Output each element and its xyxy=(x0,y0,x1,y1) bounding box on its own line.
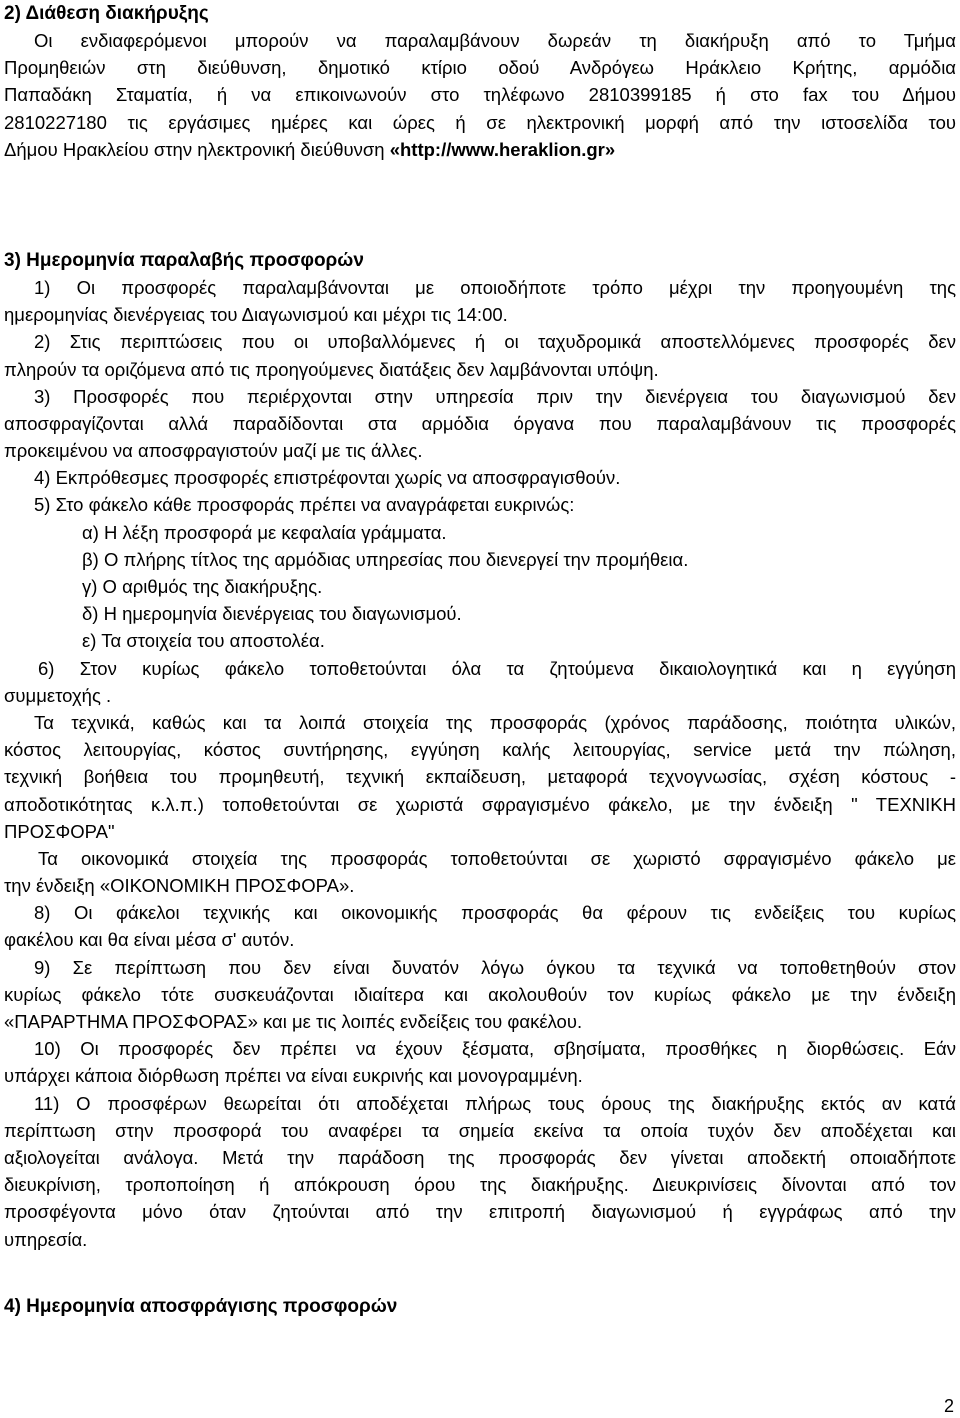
text-line: αποσφραγίζονται αλλά παραδίδονται στα αρμόδια όργανα που παραλαμβάνουν τις προσφορές xyxy=(4,412,956,434)
text-line: ΠΡΟΣΦΟΡΑ" xyxy=(4,820,115,842)
text-line: Προμηθειών στη διεύθυνση, δημοτικό κτίριο οδού Ανδρόγεω Ηράκλειο Κρήτης, αρμόδια xyxy=(4,57,956,79)
section-3-heading: 3) Ημερομηνία παραλαβής προσφορών xyxy=(4,249,364,271)
section-2-heading: 2) Διάθεση διακήρυξης xyxy=(4,3,209,24)
text-line: 11) Ο προσφέρων θεωρείται ότι αποδέχεται πλήρως τους όρους της διακήρυξης εκτός αν κατά xyxy=(34,1092,956,1114)
section-2-body xyxy=(4,27,956,163)
text-line: αποδοτικότητας κ.λ.π.) τοποθετούνται σε χωριστά σφραγισμένο φάκελο, με την ένδειξη " ΤΕΧΝΙΚΗ xyxy=(4,793,956,815)
list-item: ε) Τα στοιχεία του αποστολέα. xyxy=(82,630,325,652)
text-line: την ένδειξη «ΟΙΚΟΝΟΜΙΚΗ ΠΡΟΣΦΟΡΑ». xyxy=(4,875,355,897)
text-line xyxy=(4,136,956,163)
list-item: α) Η λέξη προσφορά με κεφαλαία γράμματα. xyxy=(82,521,447,543)
text-line: 9) Σε περίπτωση που δεν είναι δυνατόν λόγω όγκου τα τεχνικά να τοποθετηθούν στον xyxy=(34,956,956,978)
text-line: ημερομηνίας διενέργειας του Διαγωνισμού και μέχρι τις 14:00. xyxy=(4,304,508,326)
text-line: 6) Στον κυρίως φάκελο τοποθετούνται όλα τα ζητούμενα δικαιολογητικά και η εγγύηση xyxy=(38,657,956,679)
section-3-body xyxy=(4,274,956,1253)
text-line: 1) Οι προσφορές παραλαμβάνονται με οποιοδήποτε τρόπο μέχρι την προηγουμένη της xyxy=(34,276,956,298)
text-line: 2) Στις περιπτώσεις που οι υποβαλλόμενες ή οι ταχυδρομικά αποστελλόμενες προσφορές δεν xyxy=(34,331,956,353)
text-line: υπάρχει κάποια διόρθωση πρέπει να είναι ευκρινής και μονογραμμένη. xyxy=(4,1065,583,1087)
page-number: 2 xyxy=(943,1396,954,1416)
text-line: κόστος λειτουργίας, κόστος συντήρησης, εγγύηση καλής λειτουργίας, service μετά την πώληση, xyxy=(4,739,956,761)
text-line: τεχνική βοήθεια του προμηθευτή, τεχνική εκπαίδευση, μεταφορά τεχνογνωσίας, σχέση κόστους - xyxy=(4,766,956,788)
text-line: 10) Οι προσφορές δεν πρέπει να έχουν ξέσματα, σβησίματα, προσθήκες η διορθώσεις. Εάν xyxy=(34,1038,956,1060)
text-line: 5) Στο φάκελο κάθε προσφοράς πρέπει να αναγράφεται ευκρινώς: xyxy=(34,494,575,516)
text-line: συμμετοχής . xyxy=(4,684,112,706)
document-page xyxy=(4,0,956,1320)
text-line: περίπτωση στην προσφορά του αναφέρει τα σημεία εκείνα τα οποία τυχόν δεν αποδέχεται και xyxy=(4,1119,956,1141)
text-line: Τα οικονομικά στοιχεία της προσφοράς τοποθετούνται σε χωριστό σφραγισμένο φάκελο με xyxy=(38,847,956,869)
website-url[interactable]: «http://www.heraklion.gr» xyxy=(389,138,616,160)
text-line: κυρίως φάκελο τότε συσκευάζονται ιδιαίτερα και ακολουθούν τον κυρίως φάκελο με την ένδειξη xyxy=(4,983,956,1005)
text-line: προκειμένου να αποσφραγιστούν μαζί με τις άλλες. xyxy=(4,440,423,462)
text-line: προσφέγοντα μόνο όταν ζητούνται από την επιτροπή διαγωνισμού ή εγγράφως από την xyxy=(4,1201,956,1223)
text-line: 8) Οι φάκελοι τεχνικής και οικονομικής προσφοράς θα φέρουν τις ενδείξεις του κυρίως xyxy=(34,902,956,924)
text-line: 2810227180 τις εργάσιμες ημέρες και ώρες ή σε ηλεκτρονική μορφή από την ιστοσελίδα του xyxy=(4,111,956,133)
list-item: γ) Ο αριθμός της διακήρυξης. xyxy=(82,576,323,597)
text-line: 4) Εκπρόθεσμες προσφορές επιστρέφονται χωρίς να αποσφραγισθούν. xyxy=(34,467,621,489)
list-item: δ) Η ημερομηνία διενέργειας του διαγωνισμού. xyxy=(82,603,462,625)
text-line: αξιολογείται ανάλογα. Μετά την παράδοση της προσφοράς δεν γίνεται αποδεκτή οποιαδήποτε xyxy=(4,1146,956,1168)
text-fragment: Δήμου Ηρακλείου στην ηλεκτρονική διεύθυνση xyxy=(4,138,390,160)
text-line: Παπαδάκη Σταματία, ή να επικοινωνούν στο τηλέφωνο 2810399185 ή στο fax του Δήμου xyxy=(4,84,956,106)
text-line: «ΠΑΡΑΡΤΗΜΑ ΠΡΟΣΦΟΡΑΣ» και με τις λοιπές ενδείξεις του φακέλου. xyxy=(4,1011,583,1032)
text-line: 3) Προσφορές που περιέρχονται στην υπηρεσία πριν την διενέργεια του διαγωνισμού δεν xyxy=(34,385,956,407)
text-line: φακέλου και θα είναι μέσα σ' αυτόν. xyxy=(4,929,295,951)
section-4-heading: 4) Ημερομηνία αποσφράγισης προσφορών xyxy=(4,1295,398,1317)
text-line: Οι ενδιαφερόμενοι μπορούν να παραλαμβάνουν δωρεάν τη διακήρυξη από το Τμήμα xyxy=(34,30,956,51)
text-line: Τα τεχνικά, καθώς και τα λοιπά στοιχεία της προσφοράς (χρόνος παράδοσης, ποιότητα υλικών, xyxy=(34,711,956,733)
text-line: πληρούν τα οριζόμενα από τις προηγούμενες διατάξεις δεν λαμβάνονται υπόψη. xyxy=(4,358,659,380)
text-line: υπηρεσία. xyxy=(4,1228,88,1250)
text-line: διευκρίνιση, τροποποίηση ή απόκρουση όρου της διακήρυξης. Διευκρινίσεις δίνονται από τον xyxy=(4,1174,956,1196)
list-item: β) Ο πλήρης τίτλος της αρμόδιας υπηρεσίας που διενεργεί την προμήθεια. xyxy=(82,548,689,570)
